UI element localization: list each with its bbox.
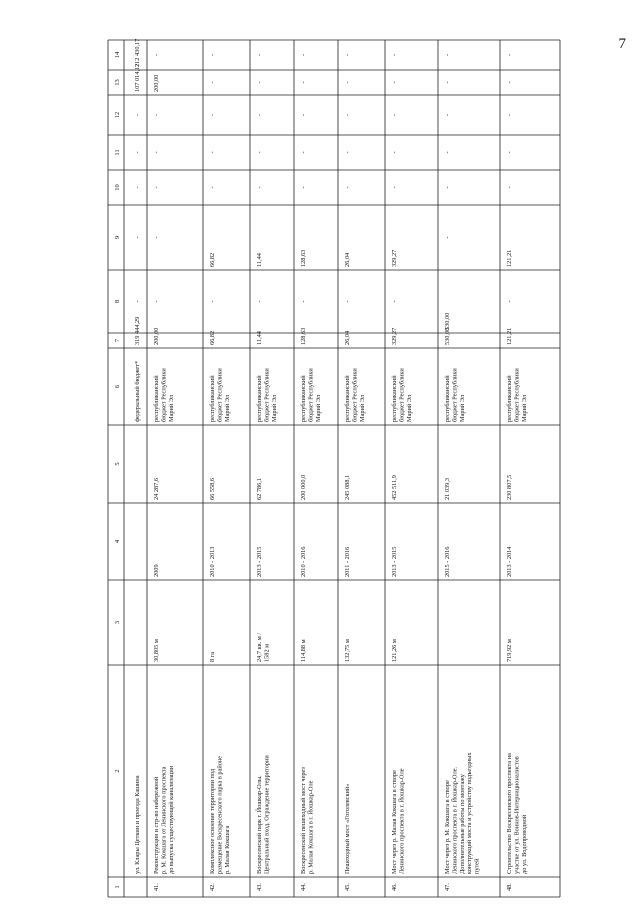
project-cost: 24 287,6 (153, 477, 160, 500)
row-value: - (256, 113, 263, 117)
row-value: - (506, 186, 513, 189)
row-value: 329,27 (391, 249, 398, 267)
project-volume: 719,92 м (506, 639, 513, 662)
section-value: - (134, 236, 141, 239)
header-number: 9 (114, 235, 121, 240)
row-value: - (209, 113, 216, 117)
row-value: - (444, 113, 451, 117)
project-volume: 8 га (209, 651, 216, 662)
row-value: - (391, 300, 398, 303)
project-volume: 121,26 м (391, 639, 398, 662)
row-value: 530,00 (444, 327, 451, 345)
row-value: - (300, 186, 307, 189)
header-number: 3 (114, 620, 121, 625)
page-number: 7 (618, 36, 626, 52)
row-number: 47. (444, 883, 451, 891)
header-number: 13 (114, 79, 121, 86)
row-value: - (506, 113, 513, 117)
project-name: Реконструкция и стр-во набережнойр. М. Кокшага от Ленинского проспектадо выпуска существующей канализации (153, 765, 175, 874)
row-value: 128,63 (300, 327, 307, 345)
row-value: - (209, 300, 216, 303)
row-value: - (300, 113, 307, 117)
project-name: Мост через р. Малая Кокшага в створеЛенинского проспекта в г. Йошкар-Оле (391, 768, 406, 874)
row-number: 48. (506, 883, 513, 891)
row-value: - (344, 300, 351, 303)
row-value: 121,21 (506, 249, 513, 267)
header-number: 4 (114, 539, 121, 544)
row-value: - (256, 151, 263, 154)
row-value: 121,21 (506, 327, 513, 345)
section-value: - (134, 151, 141, 154)
project-cost: 21 039,3 (444, 477, 451, 500)
row-value: 26,04 (344, 252, 351, 267)
section-value: - (134, 300, 141, 303)
project-period: 2013 - 2015 (391, 546, 398, 577)
row-value: 11,44 (256, 331, 263, 345)
header-number: 11 (114, 149, 121, 156)
section-value: - (134, 113, 141, 117)
row-value: - (391, 53, 398, 57)
row-value: 66,82 (209, 252, 216, 267)
row-value: - (444, 236, 451, 239)
row-value: - (209, 53, 216, 57)
row-value: 530,00 (444, 312, 451, 330)
row-value: - (344, 186, 351, 189)
section-source: федеральный бюджет* (134, 360, 141, 422)
table-grid (108, 40, 560, 897)
row-value: - (256, 81, 263, 84)
header-number: 10 (114, 184, 121, 191)
row-value: - (300, 300, 307, 303)
row-value: 128,63 (300, 249, 307, 267)
row-value: - (209, 151, 216, 154)
header-number: 1 (114, 885, 121, 889)
row-value: - (444, 53, 451, 57)
row-number: 41. (153, 883, 160, 891)
row-value: - (209, 186, 216, 189)
row-value: - (444, 81, 451, 84)
project-name: Воскресенский пешеходный мост черезр. Малая Кокшага в г. Йошкар-Оле (300, 767, 315, 874)
project-name: Воскресенский парк г. Йошкар-Олы.Центральный вход. Ограждение территории (256, 755, 271, 874)
header-number: 6 (114, 384, 121, 389)
project-period: 2010 - 2013 (209, 546, 216, 577)
row-number: 43. (256, 883, 263, 891)
project-volume: 114,88 м (300, 639, 307, 662)
row-value: - (344, 113, 351, 117)
section-title: ул. Клары Цеткин и проезда Кашина (134, 775, 141, 874)
funding-source: республиканскийбюджет РеспубликиМарий Эл (391, 368, 413, 422)
row-value: - (300, 81, 307, 84)
row-value: - (153, 151, 160, 154)
row-value: - (391, 186, 398, 189)
header-number: 2 (114, 769, 121, 773)
row-number: 42. (209, 883, 216, 891)
row-value: - (300, 53, 307, 57)
funding-source: республиканскийбюджет РеспубликиМарий Эл (444, 368, 466, 422)
project-name: Пешеходный мост «Гоголевский» (344, 783, 351, 874)
section-value: 107 014,12 (134, 63, 141, 92)
project-period: 2013 - 2015 (256, 546, 263, 577)
project-volume: 132,75 м (344, 639, 351, 662)
funding-source: республиканскийбюджет РеспубликиМарий Эл (300, 368, 322, 422)
row-value: - (256, 53, 263, 57)
row-value: - (153, 186, 160, 189)
row-number: 44. (300, 883, 307, 891)
table-cells (114, 39, 528, 891)
row-value: - (391, 113, 398, 117)
project-name: Комплексное освоение территории подразмещение Воскресенского парка в районер. Малая Кокшага (209, 755, 231, 874)
project-volume: 30,805 м (153, 639, 160, 662)
header-number: 5 (114, 462, 121, 466)
section-value: 319 444,29 (134, 316, 141, 345)
project-name: Строительство Воскресенского проспекта научастке от ул. Воинов-Интернационалистовдо ул. Водопроводной (506, 753, 528, 874)
funding-source: республиканскийбюджет РеспубликиМарий Эл (209, 368, 231, 422)
row-value: - (153, 300, 160, 303)
header-number: 14 (114, 51, 121, 59)
row-value: - (506, 81, 513, 84)
row-value: - (444, 186, 451, 189)
project-cost: 452 511,9 (391, 475, 398, 500)
row-value: - (153, 236, 160, 239)
row-value: - (506, 151, 513, 154)
project-period: 2009 (153, 564, 160, 577)
row-value: - (344, 81, 351, 84)
funding-source: республиканскийбюджет РеспубликиМарий Эл (344, 368, 366, 422)
row-value: 200,00 (153, 74, 160, 92)
header-number: 8 (114, 299, 121, 304)
project-name: Мост через р. М. Кокшага в створеЛенинского проспекта в г. Йошкар-Оле.Дополнительные работы по монтажуконструкций моста и устройству подъездныхпутей (444, 752, 481, 874)
project-cost: 245 088,1 (344, 474, 351, 500)
row-value: 66,82 (209, 330, 216, 345)
header-number: 12 (114, 111, 121, 119)
row-value: - (506, 53, 513, 57)
project-period: 2011 - 2016 (344, 546, 351, 577)
row-value: - (209, 81, 216, 84)
project-period: 2013 - 2014 (506, 546, 513, 577)
funding-source: республиканскийбюджет РеспубликиМарий Эл (256, 368, 278, 422)
row-value: - (300, 151, 307, 154)
row-value: - (153, 113, 160, 117)
project-cost: 230 807,5 (506, 474, 513, 500)
project-volume: 24,7 кв. м /1582 м (256, 632, 271, 662)
section-value: 212 430,17 (134, 38, 141, 67)
project-cost: 200 000,0 (300, 474, 307, 500)
row-value: - (153, 53, 160, 57)
row-number: 45. (344, 883, 351, 891)
funding-source: республиканскийбюджет РеспубликиМарий Эл (506, 368, 528, 422)
row-value: - (506, 300, 513, 303)
row-value: - (444, 151, 451, 154)
project-period: 2010 - 2016 (300, 546, 307, 577)
row-value: 329,27 (391, 327, 398, 345)
row-number: 46. (391, 883, 398, 891)
row-value: - (344, 53, 351, 57)
project-period: 2015 - 2016 (444, 546, 451, 577)
row-value: 11,44 (256, 253, 263, 267)
row-value: 200,00 (153, 327, 160, 345)
project-cost: 62 786,1 (256, 477, 263, 500)
row-value: - (391, 81, 398, 84)
header-number: 7 (114, 338, 121, 343)
row-value: - (344, 151, 351, 154)
row-value: - (256, 186, 263, 189)
section-value: - (134, 186, 141, 189)
row-value: - (256, 300, 263, 303)
row-value: - (391, 151, 398, 154)
funding-source: республиканскийбюджет РеспубликиМарий Эл (153, 368, 175, 422)
row-value: 26,04 (344, 330, 351, 345)
project-cost: 66 558,6 (209, 477, 216, 500)
